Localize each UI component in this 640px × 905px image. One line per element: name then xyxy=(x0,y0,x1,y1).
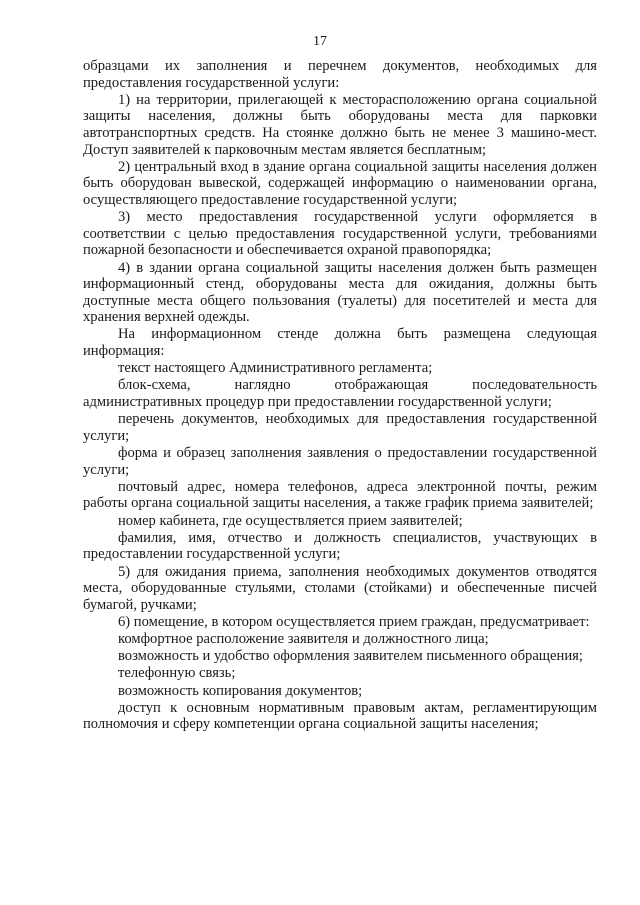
paragraph: На информационном стенде должна быть размещена следующая информация: xyxy=(83,326,597,360)
paragraph: возможность и удобство оформления заявителем письменного обращения; xyxy=(118,648,583,665)
paragraph: доступ к основным нормативным правовым актам, регламентирующим полномочия и сферу компетенции органа социальной защиты населения; xyxy=(83,699,597,733)
paragraph: 6) помещение, в котором осуществляется прием граждан, предусматривает: xyxy=(118,613,590,630)
body-text xyxy=(83,58,597,734)
paragraph: 1) на территории, прилегающей к месторасположению органа социальной защиты населения, должны быть оборудованы места для парковки автотранспортных средств. На стоянке должно быть не менее 3 машино-мест. Доступ заявителей к парковочным местам является бесплатным; xyxy=(83,91,597,158)
paragraph: возможность копирования документов; xyxy=(118,682,363,699)
paragraph: 2) центральный вход в здание органа социальной защиты населения должен быть оборудован вывеской, содержащей информацию о наименовании органа, осуществляющего предоставление государственной услуги; xyxy=(83,158,597,208)
paragraph: форма и образец заполнения заявления о предоставлении государственной услуги; xyxy=(83,445,597,478)
paragraph: телефонную связь; xyxy=(118,665,236,682)
paragraph: 5) для ожидания приема, заполнения необходимых документов отводятся места, оборудованные стульями, столами (стойками) и обеспеченные писчей бумагой, ручками; xyxy=(83,563,597,613)
paragraph: 4) в здании органа социальной защиты населения должен быть размещен информационный стенд, оборудованы места для ожидания, должны быть доступные места общего пользования (туалеты) для посетителей и места для хранения верхней одежды. xyxy=(83,259,597,326)
paragraph: комфортное расположение заявителя и должностного лица; xyxy=(118,631,489,648)
paragraph: перечень документов, необходимых для предоставления государственной услуги; xyxy=(83,411,597,444)
paragraph: 3) место предоставления государственной услуги оформляется в соответствии с целью предоставления государственной услуги, требованиями пожарной безопасности и обеспечивается охраной правопорядка; xyxy=(83,209,597,259)
paragraph: почтовый адрес, номера телефонов, адреса электронной почты, режим работы органа социальной защиты населения, а также график приема заявителей; xyxy=(83,478,597,512)
page-number: 17 xyxy=(313,34,327,49)
paragraph: фамилия, имя, отчество и должность специалистов, участвующих в предоставлении государственной услуги; xyxy=(83,529,597,563)
paragraph: текст настоящего Административного регламента; xyxy=(118,360,433,377)
paragraph: образцами их заполнения и перечнем документов, необходимых для предоставления государственной услуги: xyxy=(83,58,597,91)
paragraph: номер кабинета, где осуществляется прием заявителей; xyxy=(118,512,463,529)
paragraph: блок-схема, наглядно отображающая последовательность административных процедур при предоставлении государственной услуги; xyxy=(83,377,597,411)
